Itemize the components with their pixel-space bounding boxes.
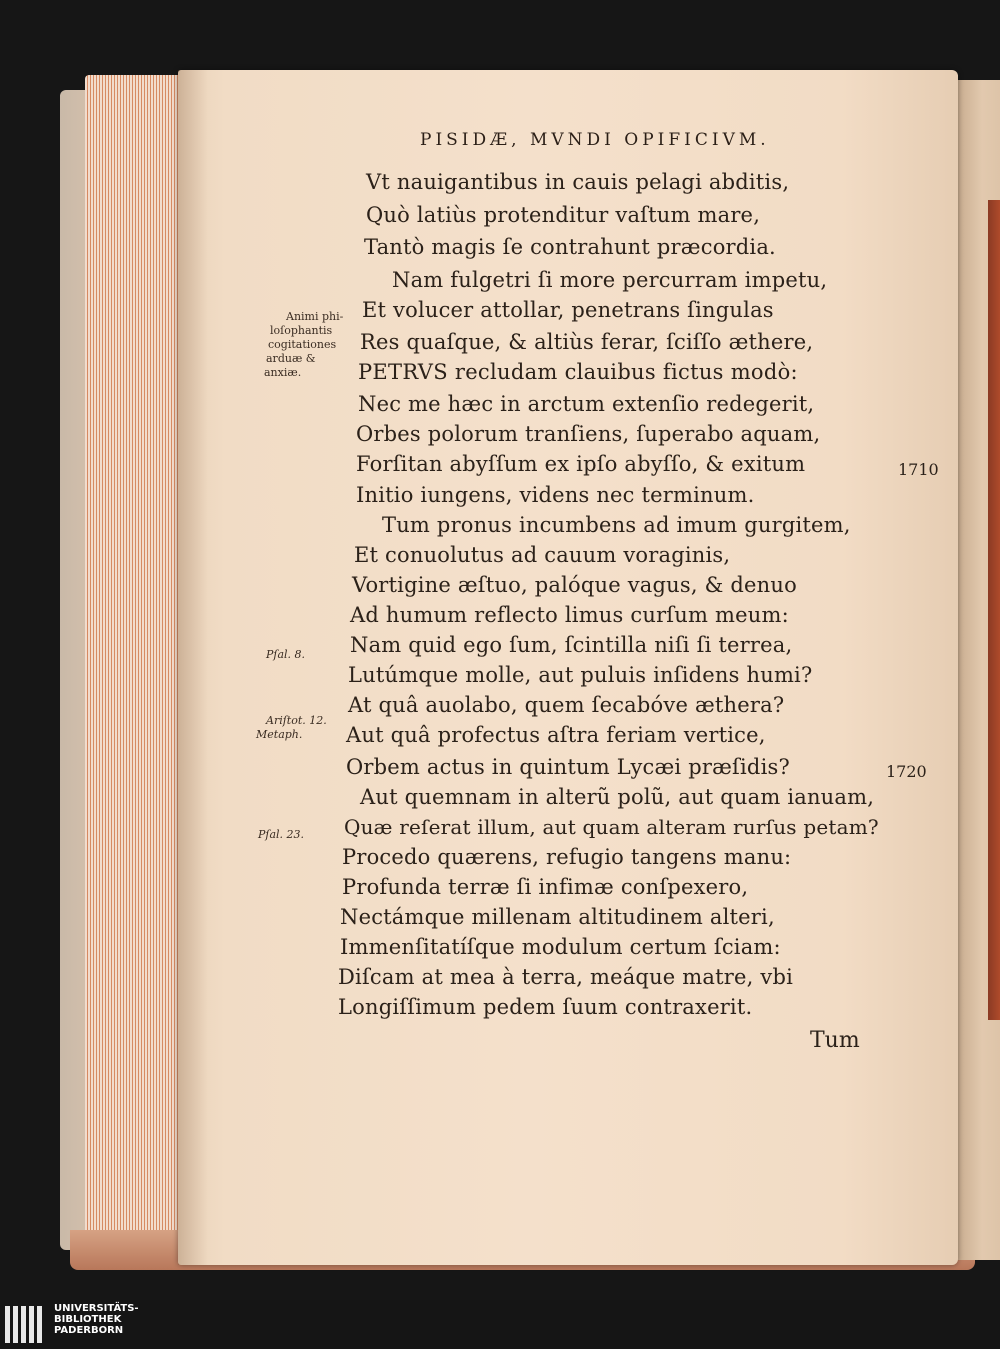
verse-line: Vortigine æſtuo, palóque vagus, & denuo <box>352 573 797 597</box>
library-name-line: BIBLIOTHEK <box>54 1314 122 1325</box>
library-logo-icon <box>5 1306 47 1343</box>
verse-line: Orbem actus in quintum Lycæi præſidis? <box>346 755 790 779</box>
verse-line: Immenſitatíſque modulum certum ſciam: <box>340 935 781 959</box>
verse-line: Profunda terræ ſi infimæ conſpexero, <box>342 875 749 899</box>
line-number: 1720 <box>886 762 927 781</box>
line-number: 1710 <box>898 460 939 479</box>
verse-line: Tum pronus incumbens ad imum gurgitem, <box>382 513 851 537</box>
footer-bar <box>0 1300 1000 1349</box>
verse-line: Aut quâ profectus aſtra feriam vertice, <box>346 723 766 747</box>
verse-line: At quâ auolabo, quem ſecabóve æthera? <box>348 693 785 717</box>
margin-note-line: cogitationes <box>268 338 337 351</box>
margin-reference: Pſal. 8. <box>266 648 306 661</box>
verse-line: Quæ reſerat illum, aut quam alteram rurſus petam? <box>344 815 879 839</box>
verse-line: Res quaſque, & altiùs ferar, ſciſſo æthere, <box>360 330 814 354</box>
running-head: PISIDÆ, MVNDI OPIFICIVM. <box>420 130 770 150</box>
verse-line: Tantò magis ſe contrahunt præcordia. <box>364 235 776 259</box>
library-name <box>54 1303 139 1336</box>
verse-line: Forſitan abyſſum ex ipſo abyſſo, & exitum <box>356 452 806 476</box>
margin-reference: Metaph. <box>256 728 303 741</box>
verse-line: Et volucer attollar, penetrans ſingulas <box>362 298 774 322</box>
library-name-line: PADERBORN <box>54 1325 124 1336</box>
margin-reference: Ariſtot. 12. <box>266 714 327 727</box>
verse-line: Et conuolutus ad cauum voraginis, <box>354 543 731 567</box>
verse-line: Lutúmque molle, aut puluis inſidens humi? <box>348 663 813 687</box>
verse-line: PETRVS recludam clauibus fictus modò: <box>358 360 798 384</box>
verse-line: Nam fulgetri ſi more percurram impetu, <box>392 268 828 292</box>
margin-note-line: arduæ & <box>266 352 316 365</box>
verse-line: Vt nauigantibus in cauis pelagi abditis, <box>366 170 790 194</box>
margin-note-line: Animi phi- <box>286 310 344 323</box>
verse-line: Orbes polorum tranſiens, ſuperabo aquam, <box>356 422 821 446</box>
verse-line: Longiſſimum pedem ſuum contraxerit. <box>338 995 753 1019</box>
verse-line: Initio iungens, videns nec terminum. <box>356 483 755 507</box>
verse-line: Nam quid ego ſum, ſcintilla niſi ſi terrea, <box>350 633 793 657</box>
margin-reference: Pſal. 23. <box>258 828 305 841</box>
verse-line: Procedo quærens, refugio tangens manu: <box>342 845 792 869</box>
margin-note-line: anxiæ. <box>264 366 302 379</box>
verse-line: Quò latiùs protenditur vaſtum mare, <box>366 203 761 227</box>
verse-line: Aut quemnam in alterũ polũ, aut quam ianuam, <box>360 785 875 809</box>
verse-line: Diſcam at mea à terra, meáque matre, vbi <box>338 965 794 989</box>
gutter-shadow <box>178 70 208 1265</box>
library-name-line: UNIVERSITÄTS- <box>54 1303 139 1314</box>
catchword: Tum <box>810 1028 860 1053</box>
verse-line: Ad humum reflecto limus curſum meum: <box>350 603 789 627</box>
verse-line: Nec me hæc in arctum extenſio redegerit, <box>358 392 815 416</box>
margin-note-line: loſophantis <box>270 324 333 337</box>
facing-page-edge <box>988 200 1000 1020</box>
verse-line: Nectámque millenam altitudinem alteri, <box>340 905 775 929</box>
